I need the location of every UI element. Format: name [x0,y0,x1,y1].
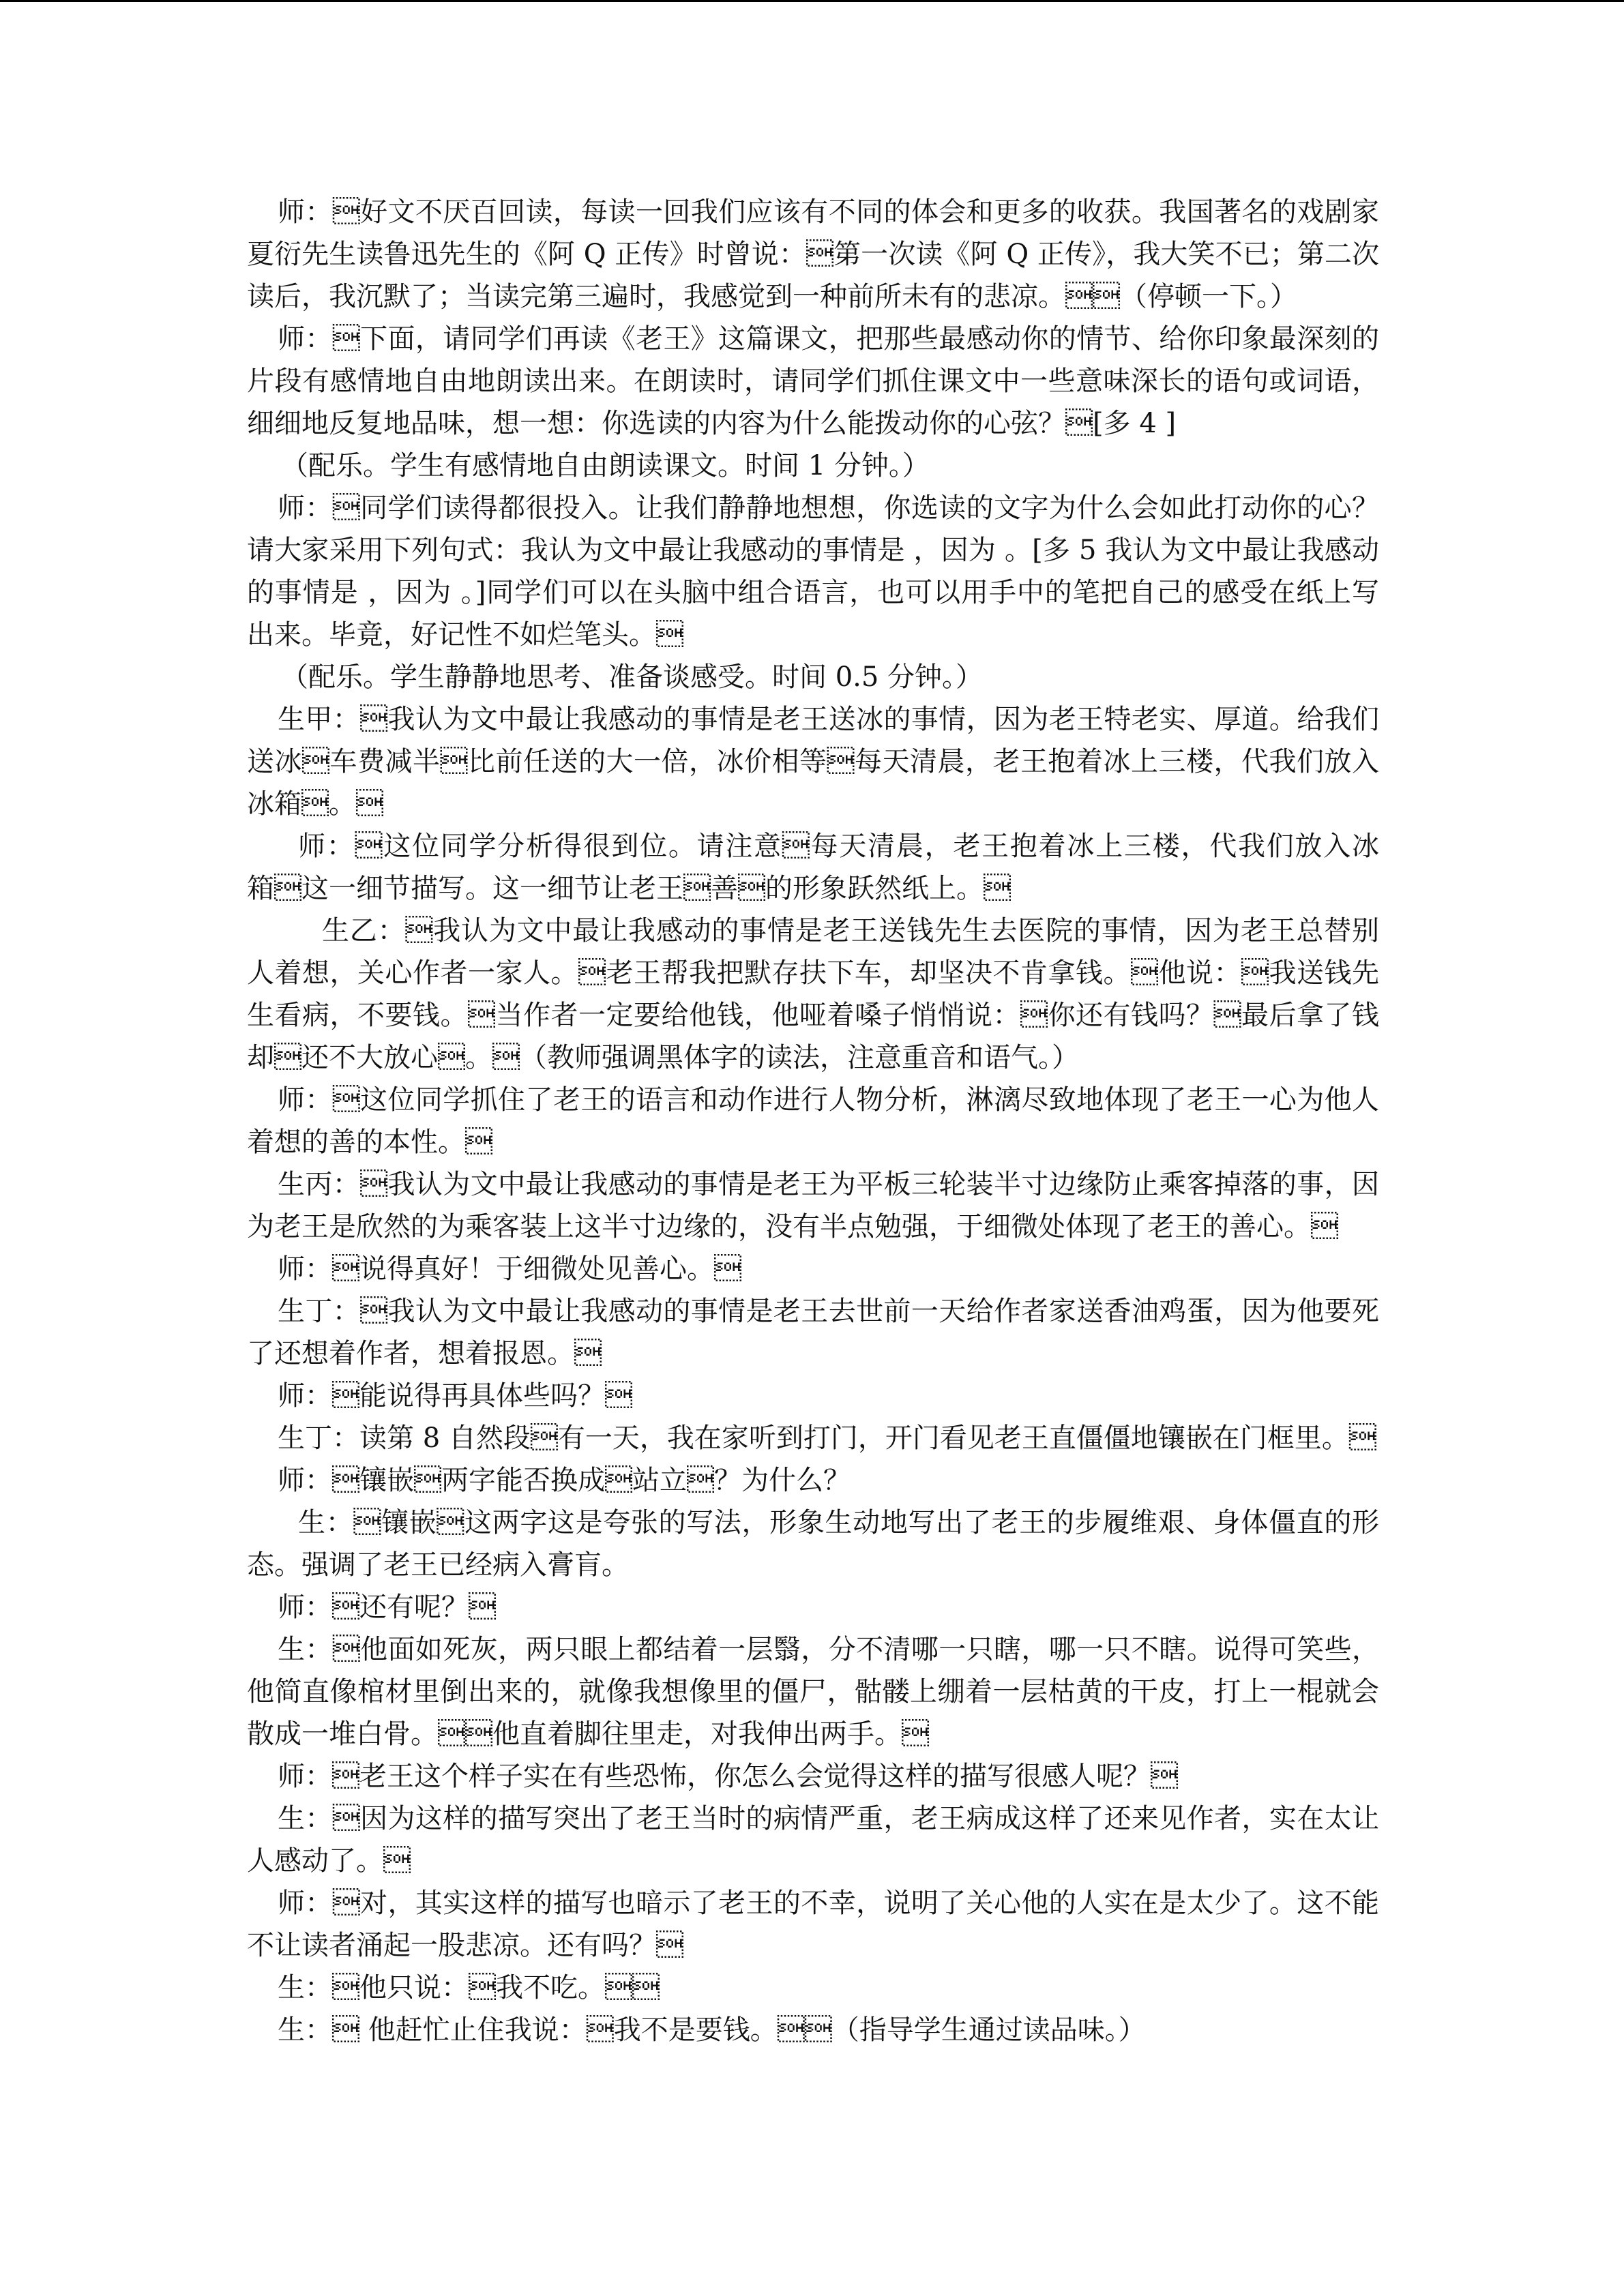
paragraph-teacher-summary: 师：对，其实这样的描写也暗示了老王的不幸，说明了关心他的人实在是太少了。这不能不让读者涌起一股悲凉。还有吗？ [247,1888,1379,1961]
paragraph-student-answer-word: 生：镶嵌这两字这是夸张的写法，形象生动地写出了老王的步履维艰、身体僵直的形态。强调了老王已经病入膏肓。 [247,1507,1379,1581]
paragraph-teacher-followup-d: 师：能说得再具体些吗？ [278,1380,632,1412]
document-body [247,191,1379,2051]
paragraph-stage-note-reading: （配乐。学生有感情地自由朗读课文。时间 1 分钟。） [281,450,930,481]
paragraph-teacher-comment-b: 师：这位同学抓住了老王的语言和动作进行人物分析，淋漓尽致地体现了老王一心为他人着想的善的本性。 [247,1084,1379,1158]
paragraph-teacher-reading-task: 师：下面，请同学们再读《老王》这篇课文，把那些最感动你的情节、给你印象最深刻的片段有感情地自由地朗读出来。在朗读时，请同学们抓住课文中一些意味深长的语句或词语，细细地反复地品味，想一想：你选读的内容为什么能拨动你的心弦？[多 4 ] [247,323,1379,439]
paragraph-student-quote-eat: 生：他只说：我不吃。 [278,1972,660,2003]
paragraph-teacher-comment-c: 师：说得真好！于细微处见善心。 [278,1253,741,1285]
paragraph-teacher-question-word: 师：镶嵌两字能否换成站立？为什么？ [278,1465,851,1496]
paragraph-student-d-reading: 生丁：读第 8 自然段有一天，我在家听到打门，开门看见老王直僵僵地镶嵌在门框里。 [278,1422,1376,1454]
paragraph-teacher-comment-a: 师：这位同学分析得很到位。请注意每天清晨，老王抱着冰上三楼，代我们放入冰箱这一细节描写。这一细节让老王善的形象跃然纸上。 [247,831,1379,904]
paragraph-student-d: 生丁：我认为文中最让我感动的事情是老王去世前一天给作者家送香油鸡蛋，因为他要死了还想着作者，想着报恩。 [247,1296,1379,1369]
paragraph-student-description: 生：他面如死灰，两只眼上都结着一层翳，分不清哪一只瞎，哪一只不瞎。说得可笑些，他简直像棺材里倒出来的，就像我想像里的僵尸，骷髅上绷着一层枯黄的干皮，打上一棍就会散成一堆白骨。他直着脚往里走，对我伸出两手。 [247,1634,1379,1750]
paragraph-stage-note-thinking: （配乐。学生静静地思考、准备谈感受。时间 0.5 分钟。） [281,661,984,693]
paragraph-student-answer-moved: 生：因为这样的描写突出了老王当时的病情严重，老王病成这样了还来见作者，实在太让人感动了。 [247,1803,1379,1877]
paragraph-student-a: 生甲：我认为文中最让我感动的事情是老王送冰的事情，因为老王特老实、厚道。给我们送冰车费减半比前任送的大一倍，冰价相等每天清晨，老王抱着冰上三楼，代我们放入冰箱。 [247,704,1379,820]
paragraph-student-c: 生丙：我认为文中最让我感动的事情是老王为平板三轮装半寸边缘防止乘客掉落的事，因为老王是欣然的为乘客装上这半寸边缘的，没有半点勉强，于细微处体现了老王的善心。 [247,1169,1379,1242]
paragraph-student-b: 生乙：我认为文中最让我感动的事情是老王送钱先生去医院的事情，因为老王总替别人着想，关心作者一家人。老王帮我把默存扶下车，却坚决不肯拿钱。他说：我送钱先生看病，不要钱。当作者一定要给他钱，他哑着嗓子悄悄说：你还有钱吗？最后拿了钱却还不大放心。（教师强调黑体字的读法，注意重音和语气。） [247,915,1379,1073]
paragraph-student-quote-money: 生： 他赶忙止住我说：我不是要钱。（指导学生通过读品味。） [278,2014,1146,2046]
top-border-line [0,0,1624,2]
paragraph-teacher-question-scary: 师：老王这个样子实在有些恐怖，你怎么会觉得这样的描写很感人呢？ [278,1761,1178,1792]
paragraph-teacher-sentence-pattern: 师：同学们读得都很投入。让我们静静地想想，你选读的文字为什么会如此打动你的心？请大家采用下列句式：我认为文中最让我感动的事情是 ，因为 。[多 5 我认为文中最让我感动的事情是 ，因为 。]同学们可以在头脑中组合语言，也可以用手中的笔把自己的感受在纸上写出来。毕竟，好记性不如烂笔头。 [247,492,1379,651]
paragraph-teacher-anything-else: 师：还有呢？ [278,1592,496,1623]
paragraph-teacher-intro: 师：好文不厌百回读，每读一回我们应该有不同的体会和更多的收获。我国著名的戏剧家夏衍先生读鲁迅先生的《阿 Q 正传》时曾说：第一次读《阿 Q 正传》，我大笑不已；第二次读后，我沉默了；当读完第三遍时，我感觉到一种前所未有的悲凉。（停顿一下。） [247,196,1379,312]
